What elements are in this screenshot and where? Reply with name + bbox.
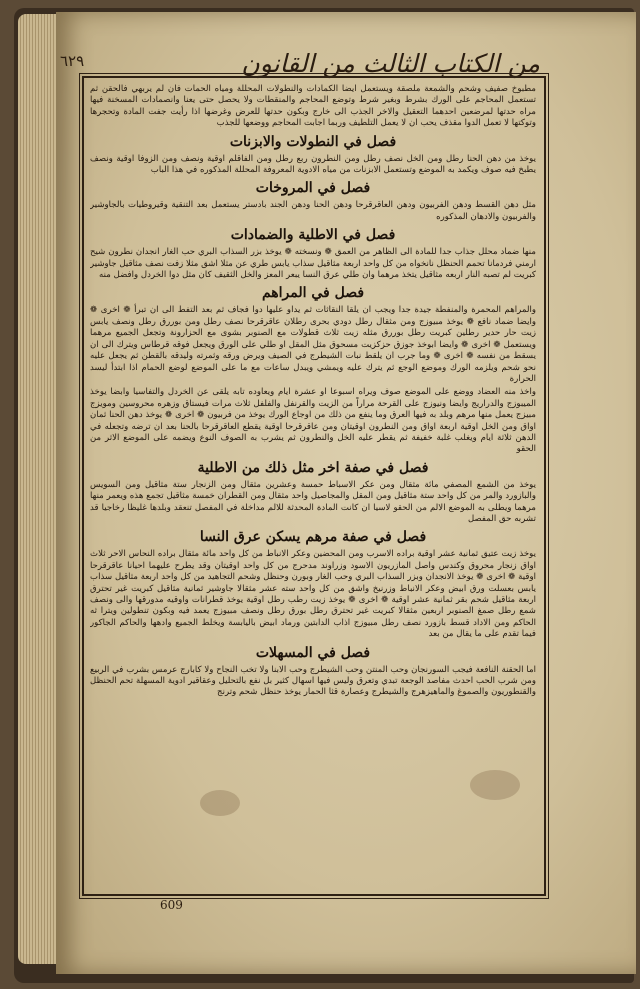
section-heading: فصل في الاطلية والضمادات xyxy=(230,227,396,244)
section-heading: فصل في المراهم xyxy=(261,285,365,302)
section-heading: فصل في النطولات والابزنات xyxy=(229,133,397,150)
section-heading: فصل في صفة مرهم يسكن عرق النسا xyxy=(199,529,427,546)
page-edges xyxy=(18,14,58,964)
page-number-top: ٦٢٩ xyxy=(60,52,85,70)
text-paragraph: يوخذ زيت عتيق ثمانية عشر اوقية براده الاسرب ومن المحضين وعكر الانباط من كل واحد مائة مثقال براده النحاس الاحر ثلاث اواق زنجار محروق وكندس واصل المازريون الاسود وزراوند مدحرج من كل واحد اوقيتان وقد يطرح عليهما احيانا عاقرقرحا اوقية ❁ اخرى ❁ يوخذ الانجدان وبزر السذاب البري وحب الغار وبورن وحنظل وشحم التجاهيد من كل واحد اربعة مثاقيل سذاب يابس بعسلت ورق ابيض وعكر الانباط وزرنيخ واشق من كل واحد سته عشر مثقالا جاوشير ثمانية مثاقيل كبريت غير تحترق اربعة مثاقيل شحم بقر ثمانية عشر اوقية ❁ اخرى ❁ يوخذ زيت رطب رطل اوقية يوخذ قطرانات واوقيه مدورقها والى ونصف شمع رطل صمغ الصنوبر اربعين مثقالا كبريت غير تحترق رطل بورق رطل ونصف مبيوزج يعمد فيه وبكون تنطولين ويترا ثه الحاكم ومن الاداد قسط بازورد نصف رطل مبيوزج اذاب الدابتين ورماد ابيض باليابسة ويخلط الجميع وادهها والحاكم الجاكور فيما تقدم على ما يقال من بعد xyxy=(90,549,536,640)
ink-stain xyxy=(200,790,240,816)
section-heading: فصل في المروخات xyxy=(255,180,371,197)
text-paragraph: يوخذ من دهن الحنا رطل ومن الخل نصف رطل ومن النطرون ربع رطل ومن الفاقلم اوقية ونصف ومن الزوفا اوقية ونصف يطبخ فيه صوف ويكمد به الموضع وتستعمل الابزنات من مياه الادوية المعروفة المحللة المذكوره في هذا الباب xyxy=(90,153,536,176)
text-paragraph: منها ضماد محلل جذاب جدا للمادة الى الظاهر من العمق ❁ ونسخته ❁ يوخذ بزر السذاب البري حب الغار انجدان نطرون شيح ارمني فردمانا تحمم الحنظل نانخواه من كل واحد اربعة مثاقيل سذاب يابس طري عن مثلا اشق مثلا زفت نصف مثاقيل جاوشير كبريت لم تصبه النار اربعه مثاقيل يتخذ مرهما وان طلي عرق النسا يبعر المعز والخل الثقيف كان مثل دوا الخردل وافضل منه xyxy=(90,247,536,281)
section-heading: فصل في المسهلات xyxy=(255,644,371,661)
page-header xyxy=(60,28,540,78)
text-paragraph: والمراهم المحمرة والمنفطة جيدة جدا ويجب ان يلقا النقاثات ثم يداو عليها دوا فجاف ثم بعد التفط الى ان تبرأ ❁ اخرى ❁ وايضا ضماد نافع ❁ يوخذ مبيوزج ومن مثقال رطل دودي بحرى رطلان عاقرقرحا نصف رطل ومن بوررق رطل ونصف يابس زيت حار حدير رطلين كبريت رطل بوررق مثله زيت ثلاث قطولات مع الصنوبر بشوى مع الحزارونة وتجعل الجميع مرهما ويستعمل ❁ اخرى ❁ وايضا ابوخذ جوزق حزكزيت مسحوق مثل المقل او طلي على الورق ويجعل فوقه قرطاس ويترك الى ان يسقط من نفسه ❁ اخرى ❁ وما جرب ان يلقط نبات الشيطرج في الصيف ويرض ورقه وثمرته وليدقه بالقطن ثم يجعل عليه نحو شحم ويلزمه الورك وموضع الوجع ثم يترك عليه ويمشي ويبدل ساعات مع ما على الموضع لوضع الحمام اذا ابتدأ ليسد الحرارة xyxy=(90,305,536,384)
page-number-bottom: 609 xyxy=(160,898,183,912)
text-paragraph: واخذ منه العضاد ووضع على الموضع صوف ويراه اسبوعا او عشرة ايام ويعاوده تابه يلقى عن الخردل والتفاسيا وابضا يوخذ الميبوزج والدراريج وايضا ونيوزج على القرحة مراراً من الزيت والقرنفل والفلفل ثلاث مرات فيستاق وزهره محروسين ومويزج مبيزج يعمل منها مرهم وبلد به فيها العرق وما ينفع من ذلك من اوجاع الورك يوخذ من فربيون ❁ اخرى ❁ يوخذ دهن الحنا ثمان اواق ومن الخل اوقية اربعة اواق ومن النطرون اوقيتان ومن عاقرقرحا اوقية يقطع العاقرقرحا بالحنا بعد ان ترضه وتجعله في الدهن ثلاثة ايام ويغلب غلبة خفيفة ثم يقطر عليه الخل والنطرون ثم يشرب به الصوف النوع ويضمه على الموضع الاثر من الحقو xyxy=(90,387,536,455)
ink-stain xyxy=(470,770,520,800)
text-paragraph: اما الحقنة النافعة فيجب السورنجان وحب المنتن وحب الشيطرج وحب الابنا ولا تخب النجاح ولا كابارج عرمس بشرب في الربيع ومن شرب الحب احدث مفاصد الوجعة تبدي وتعرق وليس فيها اسهال كثير بل نفع بالتحليل وعقاقير ادوية المسهلة تحم الحنظل والقنطوريون والصموغ والماهيزهرج والشيطرج وعصارة قثا الحمار يوخذ حنظل شحم وترنج xyxy=(90,664,536,698)
text-body xyxy=(90,84,536,884)
text-paragraph: مطبوخ صفيف وشحم والشمعة ملصقة ويستعمل ايضا الكمادات والنطولات المحللة ومياه الحمات فان لم يربهي فالحقن ثم تستعمل المحاجم على الورك بشرط وبغير شرط وتوضع المحاجم والمنقطات ولا يحصل حتى يعنا وانصمادات المسخنة فيها مراه حدتها لمرضعين احدهما التعقيل والاخر الجذب الى خارج وبكون حدتها للعرض وغرضها اذا رأيت جفت المادة وتحجرها وتوكتها لا تعمل الدوا مقذف يحب ان لا يعمل التلطيف وربما اجابت المحاجم ووضعها للجذب xyxy=(90,84,536,129)
running-title: من الكتاب الثالث من القانون xyxy=(241,49,540,78)
text-paragraph: مثل دهن القسط ودهن الفربيون ودهن العاقرقرحا ودهن الحنا ودهن الجند بادستر يستعمل بعد التنقية وقيروطيات بالجاوشير والفربيون والادهان المذكوره xyxy=(90,200,536,222)
section-heading: فصل في صفة اخر مثل ذلك من الاطلية xyxy=(197,459,429,476)
text-paragraph: يوخذ من الشمع المصفي مائة مثقال ومن عكر الاسباط حمسة وعشرين مثقال ومن الزنجار ستة مثاقيل ومن السويس والبازورد والمر من كل واحد ستة مثاقيل ومن المقل والمجاصيل واحد مثقال ومن القطران خمسة مثاقيل تجمع هذه ويعمر منها مرهما ويطلى به الموضع الالم من الحقو لاسيا ان كانت المادة المحدثة للالم مداخلة في المفصل تنعقد وبلدها غليظا رخاجيا قد تشربه حق المفصل xyxy=(90,479,536,524)
